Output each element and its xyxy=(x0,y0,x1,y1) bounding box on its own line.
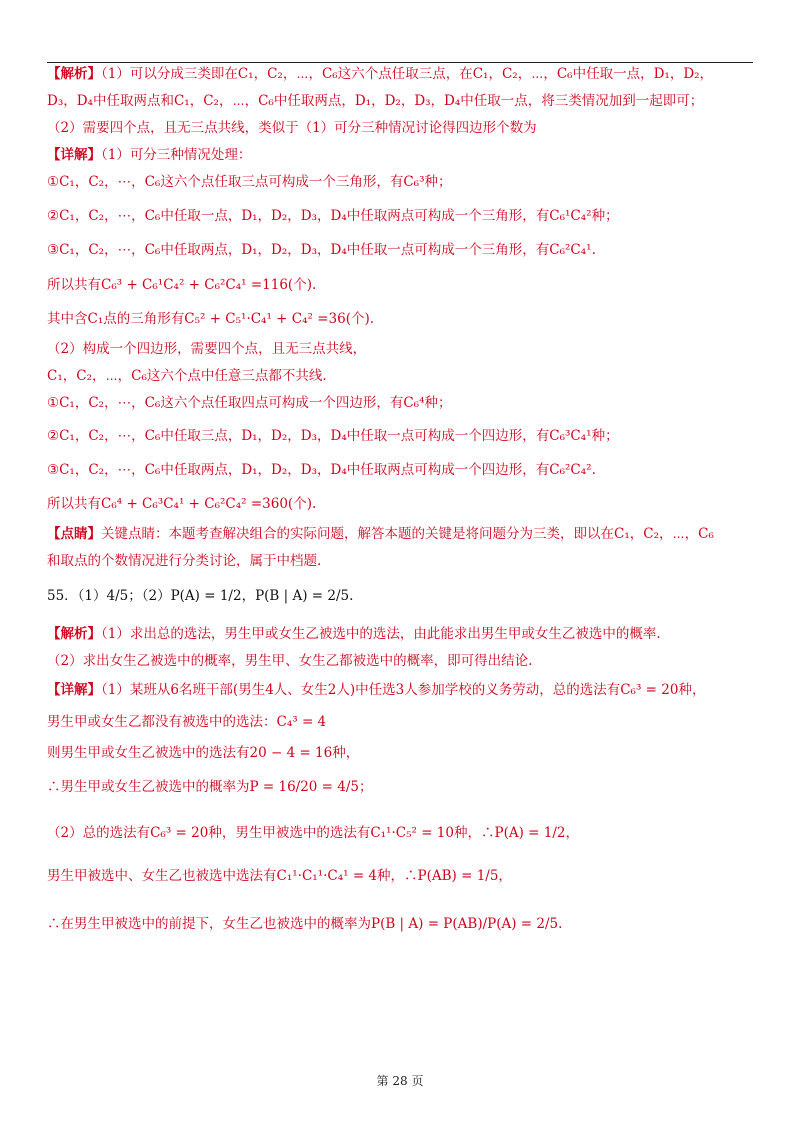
text-line: 则男生甲或女生乙被选中的选法有20 − 4 = 16种， xyxy=(47,745,360,761)
text-line: ③C₁，C₂，⋯，C₆中任取两点，D₁，D₂，D₃，D₄中任取一点可构成一个三角形，有C₆²C₄¹. xyxy=(47,242,596,258)
text-line: ①C₁，C₂，⋯，C₆这六个点任取三点可构成一个三角形，有C₆³种； xyxy=(47,174,452,190)
text-line: ③C₁，C₂，⋯，C₆中任取两点，D₁，D₂，D₃，D₄中任取两点可构成一个四边形，有C₆²C₄². xyxy=(47,462,596,478)
text-line: 和取点的个数情况进行分类讨论，属于中档题. xyxy=(47,553,322,569)
text-line: （2）求出女生乙被选中的概率，男生甲、女生乙都被选中的概率，即可得出结论. xyxy=(47,653,533,669)
question-55-answer: 55．（1）4/5；（2）P(A) = 1/2，P(B | A) = 2/5. xyxy=(47,588,354,604)
text-line: ②C₁，C₂，⋯，C₆中任取三点，D₁，D₂，D₃，D₄中任取一点可构成一个四边形，有C₆³C₄¹种； xyxy=(47,428,619,444)
text-line: （2）构成一个四边形，需要四个点，且无三点共线， xyxy=(47,341,367,357)
text-line: ∴男生甲或女生乙被选中的概率为P = 16/20 = 4/5； xyxy=(47,779,373,795)
text-line: 所以共有C₆³ + C₆¹C₄² + C₆²C₄¹ =116(个). xyxy=(47,277,317,293)
text-line: C₁，C₂，⋯，C₆这六个点中任意三点都不共线. xyxy=(47,368,327,384)
text-line: D₃，D₄中任取两点和C₁，C₂，⋯，C₆中任取两点，D₁，D₂，D₃，D₄中任取一点，将三类情况加到一起即可； xyxy=(47,93,704,109)
text-line: 【详解】（1）可分三种情况处理： xyxy=(47,147,252,163)
text-line: 【解析】（1）求出总的选法，男生甲或女生乙被选中的选法，由此能求出男生甲或女生乙被选中的概率. xyxy=(47,626,661,642)
text-line: 男生甲或女生乙都没有被选中的选法：C₄³ = 4 xyxy=(47,714,327,730)
text-line: ∴在男生甲被选中的前提下，女生乙也被选中的概率为P(B | A) = P(AB)/P(A) = 2/5. xyxy=(47,916,563,932)
text-line: 男生甲被选中、女生乙也被选中选法有C₁¹·C₁¹·C₄¹ = 4种，∴P(AB) = 1/5， xyxy=(47,868,512,884)
text-line: （2）需要四个点，且无三点共线，类似于（1）可分三种情况讨论得四边形个数为 xyxy=(47,120,537,136)
text-line: 【点睛】关键点睛：本题考查解决组合的实际问题，解答本题的关键是将问题分为三类，即以在C₁，C₂，⋯，C₆ xyxy=(47,526,714,542)
text-line: 【解析】（1）可以分成三类即在C₁，C₂，⋯，C₆这六个点任取三点，在C₁，C₂，⋯，C₆中任取一点，D₁，D₂， xyxy=(47,66,714,82)
top-rule xyxy=(47,62,753,63)
text-line: 所以共有C₆⁴ + C₆³C₄¹ + C₆²C₄² =360(个). xyxy=(47,496,317,512)
text-line: ①C₁，C₂，⋯，C₆这六个点任取四点可构成一个四边形，有C₆⁴种； xyxy=(47,395,452,411)
page-number: 第 28 页 xyxy=(376,1074,424,1088)
text-line: 其中含C₁点的三角形有C₅² + C₅¹·C₄¹ + C₄² =36(个). xyxy=(47,311,375,327)
text-line: 【详解】（1）某班从6名班干部(男生4人、女生2人)中任选3人参加学校的义务劳动，总的选法有C₆³ = 20种， xyxy=(47,682,706,698)
text-line: ②C₁，C₂，⋯，C₆中任取一点，D₁，D₂，D₃，D₄中任取两点可构成一个三角形，有C₆¹C₄²种； xyxy=(47,208,619,224)
text-line: （2）总的选法有C₆³ = 20种，男生甲被选中的选法有C₁¹·C₅² = 10种，∴P(A) = 1/2， xyxy=(47,825,579,841)
